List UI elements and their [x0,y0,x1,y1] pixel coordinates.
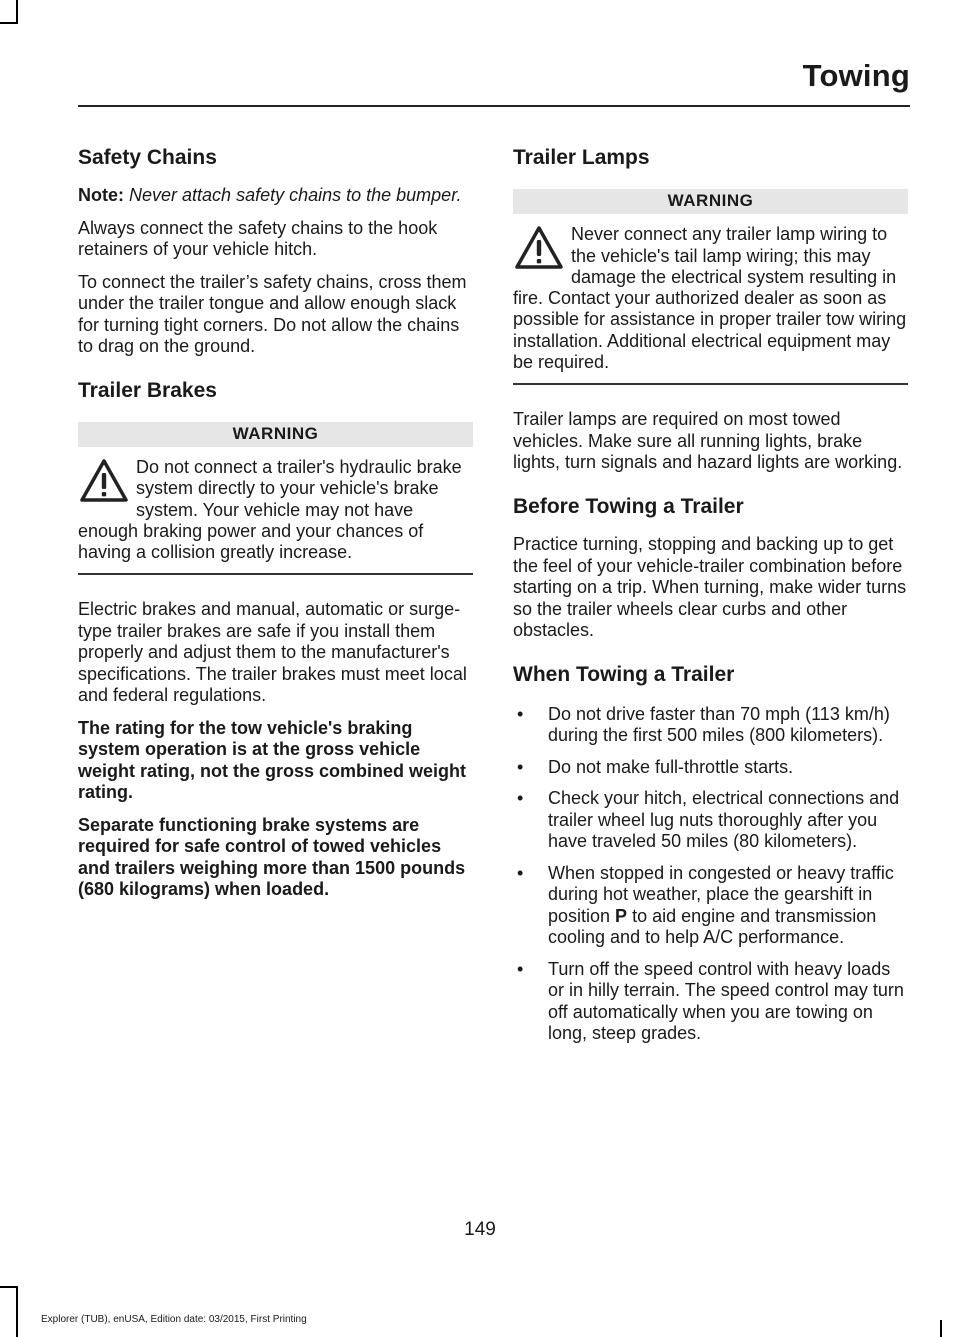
list-item-text: Check your hitch, electrical connections and trailer wheel lug nuts thoroughly after you have traveled 50 miles (80 kilometers). [548,788,900,852]
trailer-brakes-para-1: Electric brakes and manual, automatic or surge-type trailer brakes are safe if you install them properly and adjust them to the manufacturer's specifications. The trailer brakes must meet local and federal regulations. [78,599,467,706]
bullet: • [517,788,524,809]
list-item [513,788,908,853]
safety-chains-para-2: To connect the trailer’s safety chains, cross them under the trailer tongue and allow enough slack for turning tight corners. Do not allow the chains to drag on the ground. [78,271,467,357]
right-column [513,145,908,1055]
bullet: • [517,703,524,724]
list-item-text-part: to aid engine and transmission cooling and to help A/C performance. [548,905,877,948]
warning-text: Never connect any trailer lamp wiring to the vehicle's tail lamp wiring; this may damage the electrical system resulting in fire. Contact your authorized dealer as soon as possible for assistance in proper trailer tow wiring installation. Additional electrical equipment may be required. [513,224,907,373]
page-number: 149 [464,1219,496,1240]
crop-mark [16,0,18,22]
trailer-brakes-warning [78,422,473,575]
bullet: • [517,862,524,883]
warning-divider [78,573,473,575]
list-item-text: Turn off the speed control with heavy loads or in hilly terrain. The speed control may turn off automatically when you are towing on long, steep grades. [548,958,904,1044]
crop-mark [16,1286,18,1337]
warning-triangle-icon [513,224,565,272]
list-item-text [548,863,894,948]
warning-text: Do not connect a trailer's hydraulic brake system directly to your vehicle's brake system. Your vehicle may not have enough braking power and your chances of having a collision greatly increase. [78,457,462,563]
safety-chains-note [78,185,473,207]
warning-label: WARNING [78,422,473,447]
before-towing-para-1: Practice turning, stopping and backing up to get the feel of your vehicle-trailer combination before starting on a trip. When turning, make wider turns so the trailer wheels clear curbs and other obstacles. [513,534,907,641]
before-towing-heading: Before Towing a Trailer [513,494,744,518]
trailer-lamps-warning [513,189,908,385]
header-divider [78,105,910,107]
crop-mark [940,1320,942,1337]
trailer-lamps-para-1: Trailer lamps are required on most towed vehicles. Make sure all running lights, brake lights, turn signals and hazard lights are working. [513,409,903,473]
list-item-text-part: When stopped in congested or heavy traffic during hot weather, place the gearshift in position [548,862,894,926]
page-section-title: Towing [802,58,910,93]
trailer-brakes-bold-1: The rating for the tow vehicle's braking system operation is at the gross vehicle weight rating, not the gross combined weight rating. [78,717,467,803]
list-item-text: Do not make full-throttle starts. [548,756,794,777]
warning-triangle-icon [78,457,130,505]
towing-tips-list [513,704,908,1045]
footer-text: Explorer (TUB), enUSA, Edition date: 03/2015, First Printing [41,1314,307,1325]
safety-chains-heading: Safety Chains [78,146,217,169]
warning-divider [513,383,908,385]
when-towing-heading: When Towing a Trailer [513,662,735,686]
list-item-text: Do not drive faster than 70 mph (113 km/h) during the first 500 miles (800 kilometers). [548,703,890,746]
gear-position-p: P [615,905,628,926]
crop-mark [0,22,18,24]
left-column [78,145,473,912]
crop-mark [0,1286,18,1288]
bullet: • [517,756,524,777]
warning-label: WARNING [513,189,908,214]
safety-chains-para-1: Always connect the safety chains to the hook retainers of your vehicle hitch. [78,217,438,260]
bullet: • [517,958,524,979]
trailer-brakes-heading: Trailer Brakes [78,378,217,402]
list-item [513,863,908,949]
warning-box [513,224,908,373]
note-text: Never attach safety chains to the bumper. [129,185,462,206]
list-item [513,959,908,1045]
trailer-lamps-heading: Trailer Lamps [513,146,650,169]
list-item [513,757,908,779]
trailer-brakes-bold-2: Separate functioning brake systems are required for safe control of towed vehicles and trailers weighing more than 1500 pounds (680 kilograms) when loaded. [78,814,466,900]
warning-box [78,457,473,563]
note-label: Note: [78,185,124,206]
list-item [513,704,908,747]
